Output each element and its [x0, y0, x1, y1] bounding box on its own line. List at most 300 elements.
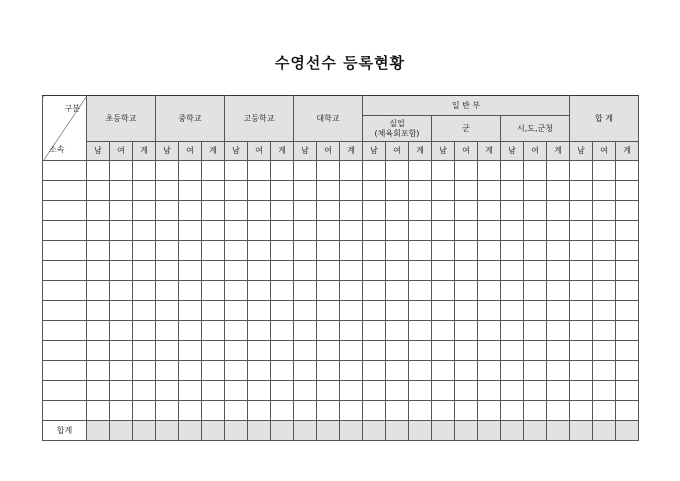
- count-cell[interactable]: [179, 341, 202, 361]
- count-cell[interactable]: [294, 381, 317, 401]
- count-cell[interactable]: [248, 401, 271, 421]
- count-cell[interactable]: [593, 341, 616, 361]
- count-cell[interactable]: [110, 401, 133, 421]
- count-cell[interactable]: [133, 361, 156, 381]
- count-cell[interactable]: [593, 241, 616, 261]
- count-cell[interactable]: [156, 201, 179, 221]
- count-cell[interactable]: [363, 321, 386, 341]
- affiliation-cell[interactable]: [43, 161, 87, 181]
- count-cell[interactable]: [340, 181, 363, 201]
- count-cell[interactable]: [110, 181, 133, 201]
- count-cell[interactable]: [248, 281, 271, 301]
- count-cell[interactable]: [455, 261, 478, 281]
- affiliation-cell[interactable]: [43, 261, 87, 281]
- count-cell[interactable]: [179, 321, 202, 341]
- count-cell[interactable]: [363, 281, 386, 301]
- count-cell[interactable]: [317, 281, 340, 301]
- count-cell[interactable]: [202, 301, 225, 321]
- count-cell[interactable]: [340, 201, 363, 221]
- count-cell[interactable]: [294, 161, 317, 181]
- count-cell[interactable]: [179, 201, 202, 221]
- count-cell[interactable]: [87, 341, 110, 361]
- count-cell[interactable]: [386, 361, 409, 381]
- count-cell[interactable]: [156, 341, 179, 361]
- count-cell[interactable]: [432, 301, 455, 321]
- count-cell[interactable]: [317, 361, 340, 381]
- count-cell[interactable]: [248, 241, 271, 261]
- count-cell[interactable]: [202, 321, 225, 341]
- count-cell[interactable]: [248, 321, 271, 341]
- total-cell[interactable]: [455, 421, 478, 441]
- count-cell[interactable]: [616, 241, 639, 261]
- count-cell[interactable]: [110, 361, 133, 381]
- count-cell[interactable]: [156, 361, 179, 381]
- count-cell[interactable]: [570, 341, 593, 361]
- total-cell[interactable]: [340, 421, 363, 441]
- count-cell[interactable]: [363, 261, 386, 281]
- affiliation-cell[interactable]: [43, 301, 87, 321]
- count-cell[interactable]: [616, 361, 639, 381]
- count-cell[interactable]: [432, 261, 455, 281]
- count-cell[interactable]: [87, 181, 110, 201]
- count-cell[interactable]: [593, 361, 616, 381]
- count-cell[interactable]: [317, 161, 340, 181]
- count-cell[interactable]: [409, 381, 432, 401]
- count-cell[interactable]: [317, 241, 340, 261]
- count-cell[interactable]: [524, 201, 547, 221]
- affiliation-cell[interactable]: [43, 341, 87, 361]
- count-cell[interactable]: [547, 201, 570, 221]
- total-cell[interactable]: [202, 421, 225, 441]
- count-cell[interactable]: [225, 261, 248, 281]
- count-cell[interactable]: [317, 221, 340, 241]
- count-cell[interactable]: [409, 201, 432, 221]
- count-cell[interactable]: [455, 201, 478, 221]
- count-cell[interactable]: [524, 401, 547, 421]
- count-cell[interactable]: [593, 281, 616, 301]
- count-cell[interactable]: [432, 241, 455, 261]
- count-cell[interactable]: [317, 201, 340, 221]
- count-cell[interactable]: [409, 321, 432, 341]
- count-cell[interactable]: [478, 301, 501, 321]
- count-cell[interactable]: [478, 221, 501, 241]
- count-cell[interactable]: [340, 321, 363, 341]
- count-cell[interactable]: [547, 221, 570, 241]
- count-cell[interactable]: [179, 241, 202, 261]
- count-cell[interactable]: [363, 181, 386, 201]
- count-cell[interactable]: [570, 241, 593, 261]
- total-cell[interactable]: [363, 421, 386, 441]
- count-cell[interactable]: [225, 161, 248, 181]
- total-cell[interactable]: [432, 421, 455, 441]
- count-cell[interactable]: [386, 301, 409, 321]
- total-cell[interactable]: [317, 421, 340, 441]
- count-cell[interactable]: [386, 241, 409, 261]
- count-cell[interactable]: [547, 261, 570, 281]
- count-cell[interactable]: [570, 381, 593, 401]
- count-cell[interactable]: [225, 361, 248, 381]
- count-cell[interactable]: [570, 401, 593, 421]
- count-cell[interactable]: [271, 301, 294, 321]
- count-cell[interactable]: [179, 181, 202, 201]
- count-cell[interactable]: [455, 241, 478, 261]
- count-cell[interactable]: [593, 321, 616, 341]
- count-cell[interactable]: [202, 381, 225, 401]
- count-cell[interactable]: [248, 301, 271, 321]
- count-cell[interactable]: [455, 341, 478, 361]
- total-cell[interactable]: [225, 421, 248, 441]
- affiliation-cell[interactable]: [43, 281, 87, 301]
- count-cell[interactable]: [248, 161, 271, 181]
- count-cell[interactable]: [616, 221, 639, 241]
- count-cell[interactable]: [156, 241, 179, 261]
- count-cell[interactable]: [156, 301, 179, 321]
- count-cell[interactable]: [386, 341, 409, 361]
- count-cell[interactable]: [432, 181, 455, 201]
- count-cell[interactable]: [110, 321, 133, 341]
- count-cell[interactable]: [455, 221, 478, 241]
- count-cell[interactable]: [363, 241, 386, 261]
- count-cell[interactable]: [386, 401, 409, 421]
- count-cell[interactable]: [110, 341, 133, 361]
- count-cell[interactable]: [432, 321, 455, 341]
- count-cell[interactable]: [294, 201, 317, 221]
- count-cell[interactable]: [340, 361, 363, 381]
- count-cell[interactable]: [386, 381, 409, 401]
- count-cell[interactable]: [271, 181, 294, 201]
- total-cell[interactable]: [294, 421, 317, 441]
- count-cell[interactable]: [501, 361, 524, 381]
- count-cell[interactable]: [225, 321, 248, 341]
- count-cell[interactable]: [616, 401, 639, 421]
- count-cell[interactable]: [432, 201, 455, 221]
- count-cell[interactable]: [409, 401, 432, 421]
- count-cell[interactable]: [202, 161, 225, 181]
- count-cell[interactable]: [340, 261, 363, 281]
- count-cell[interactable]: [87, 161, 110, 181]
- count-cell[interactable]: [202, 181, 225, 201]
- count-cell[interactable]: [570, 281, 593, 301]
- count-cell[interactable]: [202, 241, 225, 261]
- count-cell[interactable]: [294, 301, 317, 321]
- count-cell[interactable]: [386, 261, 409, 281]
- count-cell[interactable]: [524, 381, 547, 401]
- count-cell[interactable]: [340, 301, 363, 321]
- count-cell[interactable]: [363, 381, 386, 401]
- count-cell[interactable]: [547, 321, 570, 341]
- count-cell[interactable]: [225, 301, 248, 321]
- total-cell[interactable]: [271, 421, 294, 441]
- count-cell[interactable]: [317, 341, 340, 361]
- count-cell[interactable]: [547, 401, 570, 421]
- count-cell[interactable]: [524, 261, 547, 281]
- count-cell[interactable]: [202, 201, 225, 221]
- count-cell[interactable]: [616, 381, 639, 401]
- count-cell[interactable]: [432, 161, 455, 181]
- count-cell[interactable]: [501, 161, 524, 181]
- count-cell[interactable]: [363, 201, 386, 221]
- count-cell[interactable]: [340, 221, 363, 241]
- count-cell[interactable]: [524, 181, 547, 201]
- count-cell[interactable]: [547, 301, 570, 321]
- count-cell[interactable]: [179, 281, 202, 301]
- count-cell[interactable]: [156, 281, 179, 301]
- count-cell[interactable]: [317, 181, 340, 201]
- count-cell[interactable]: [616, 341, 639, 361]
- count-cell[interactable]: [340, 241, 363, 261]
- count-cell[interactable]: [179, 401, 202, 421]
- count-cell[interactable]: [593, 301, 616, 321]
- count-cell[interactable]: [294, 241, 317, 261]
- count-cell[interactable]: [156, 221, 179, 241]
- count-cell[interactable]: [501, 241, 524, 261]
- count-cell[interactable]: [455, 361, 478, 381]
- total-cell[interactable]: [409, 421, 432, 441]
- total-cell[interactable]: [547, 421, 570, 441]
- count-cell[interactable]: [593, 381, 616, 401]
- total-cell[interactable]: [179, 421, 202, 441]
- count-cell[interactable]: [455, 281, 478, 301]
- count-cell[interactable]: [524, 241, 547, 261]
- count-cell[interactable]: [294, 281, 317, 301]
- count-cell[interactable]: [386, 221, 409, 241]
- count-cell[interactable]: [363, 221, 386, 241]
- count-cell[interactable]: [547, 281, 570, 301]
- count-cell[interactable]: [340, 281, 363, 301]
- count-cell[interactable]: [501, 221, 524, 241]
- count-cell[interactable]: [110, 241, 133, 261]
- affiliation-cell[interactable]: [43, 221, 87, 241]
- count-cell[interactable]: [432, 341, 455, 361]
- total-cell[interactable]: [156, 421, 179, 441]
- count-cell[interactable]: [501, 401, 524, 421]
- count-cell[interactable]: [570, 301, 593, 321]
- count-cell[interactable]: [294, 221, 317, 241]
- count-cell[interactable]: [363, 301, 386, 321]
- count-cell[interactable]: [110, 281, 133, 301]
- count-cell[interactable]: [547, 161, 570, 181]
- total-cell[interactable]: [248, 421, 271, 441]
- count-cell[interactable]: [294, 321, 317, 341]
- count-cell[interactable]: [317, 301, 340, 321]
- count-cell[interactable]: [524, 341, 547, 361]
- count-cell[interactable]: [524, 281, 547, 301]
- count-cell[interactable]: [202, 401, 225, 421]
- count-cell[interactable]: [570, 321, 593, 341]
- count-cell[interactable]: [593, 181, 616, 201]
- count-cell[interactable]: [133, 201, 156, 221]
- count-cell[interactable]: [409, 301, 432, 321]
- count-cell[interactable]: [501, 321, 524, 341]
- count-cell[interactable]: [248, 221, 271, 241]
- count-cell[interactable]: [616, 281, 639, 301]
- count-cell[interactable]: [363, 161, 386, 181]
- count-cell[interactable]: [340, 161, 363, 181]
- count-cell[interactable]: [110, 301, 133, 321]
- count-cell[interactable]: [317, 401, 340, 421]
- count-cell[interactable]: [225, 181, 248, 201]
- count-cell[interactable]: [547, 361, 570, 381]
- count-cell[interactable]: [248, 381, 271, 401]
- count-cell[interactable]: [432, 361, 455, 381]
- count-cell[interactable]: [87, 401, 110, 421]
- count-cell[interactable]: [501, 381, 524, 401]
- count-cell[interactable]: [110, 381, 133, 401]
- count-cell[interactable]: [501, 201, 524, 221]
- count-cell[interactable]: [110, 161, 133, 181]
- count-cell[interactable]: [409, 341, 432, 361]
- count-cell[interactable]: [478, 161, 501, 181]
- count-cell[interactable]: [87, 201, 110, 221]
- count-cell[interactable]: [363, 361, 386, 381]
- count-cell[interactable]: [455, 321, 478, 341]
- count-cell[interactable]: [409, 261, 432, 281]
- count-cell[interactable]: [87, 381, 110, 401]
- count-cell[interactable]: [225, 401, 248, 421]
- count-cell[interactable]: [248, 201, 271, 221]
- count-cell[interactable]: [133, 161, 156, 181]
- count-cell[interactable]: [501, 261, 524, 281]
- count-cell[interactable]: [225, 381, 248, 401]
- affiliation-cell[interactable]: [43, 361, 87, 381]
- count-cell[interactable]: [271, 381, 294, 401]
- count-cell[interactable]: [432, 281, 455, 301]
- count-cell[interactable]: [524, 301, 547, 321]
- count-cell[interactable]: [248, 181, 271, 201]
- count-cell[interactable]: [593, 201, 616, 221]
- total-cell[interactable]: [478, 421, 501, 441]
- count-cell[interactable]: [317, 321, 340, 341]
- count-cell[interactable]: [225, 281, 248, 301]
- count-cell[interactable]: [248, 361, 271, 381]
- count-cell[interactable]: [478, 361, 501, 381]
- count-cell[interactable]: [202, 361, 225, 381]
- count-cell[interactable]: [317, 261, 340, 281]
- total-cell[interactable]: [570, 421, 593, 441]
- count-cell[interactable]: [156, 321, 179, 341]
- total-cell[interactable]: [386, 421, 409, 441]
- total-cell[interactable]: [593, 421, 616, 441]
- count-cell[interactable]: [455, 301, 478, 321]
- count-cell[interactable]: [501, 301, 524, 321]
- total-cell[interactable]: [110, 421, 133, 441]
- count-cell[interactable]: [179, 361, 202, 381]
- count-cell[interactable]: [478, 281, 501, 301]
- count-cell[interactable]: [593, 161, 616, 181]
- affiliation-cell[interactable]: [43, 321, 87, 341]
- count-cell[interactable]: [156, 161, 179, 181]
- count-cell[interactable]: [110, 221, 133, 241]
- count-cell[interactable]: [271, 201, 294, 221]
- count-cell[interactable]: [478, 341, 501, 361]
- count-cell[interactable]: [386, 161, 409, 181]
- count-cell[interactable]: [133, 261, 156, 281]
- total-cell[interactable]: [87, 421, 110, 441]
- count-cell[interactable]: [616, 261, 639, 281]
- count-cell[interactable]: [524, 361, 547, 381]
- count-cell[interactable]: [110, 201, 133, 221]
- count-cell[interactable]: [156, 401, 179, 421]
- count-cell[interactable]: [547, 381, 570, 401]
- count-cell[interactable]: [179, 301, 202, 321]
- count-cell[interactable]: [363, 341, 386, 361]
- count-cell[interactable]: [87, 321, 110, 341]
- count-cell[interactable]: [271, 261, 294, 281]
- count-cell[interactable]: [156, 261, 179, 281]
- count-cell[interactable]: [547, 181, 570, 201]
- count-cell[interactable]: [87, 301, 110, 321]
- count-cell[interactable]: [455, 401, 478, 421]
- count-cell[interactable]: [524, 321, 547, 341]
- count-cell[interactable]: [455, 181, 478, 201]
- affiliation-cell[interactable]: [43, 381, 87, 401]
- count-cell[interactable]: [524, 161, 547, 181]
- count-cell[interactable]: [294, 341, 317, 361]
- count-cell[interactable]: [455, 161, 478, 181]
- count-cell[interactable]: [616, 201, 639, 221]
- count-cell[interactable]: [133, 221, 156, 241]
- count-cell[interactable]: [363, 401, 386, 421]
- count-cell[interactable]: [501, 181, 524, 201]
- affiliation-cell[interactable]: [43, 241, 87, 261]
- count-cell[interactable]: [547, 341, 570, 361]
- count-cell[interactable]: [340, 341, 363, 361]
- count-cell[interactable]: [179, 261, 202, 281]
- affiliation-cell[interactable]: [43, 401, 87, 421]
- total-cell[interactable]: [501, 421, 524, 441]
- count-cell[interactable]: [593, 221, 616, 241]
- count-cell[interactable]: [409, 281, 432, 301]
- count-cell[interactable]: [202, 341, 225, 361]
- total-cell[interactable]: [133, 421, 156, 441]
- count-cell[interactable]: [432, 401, 455, 421]
- count-cell[interactable]: [570, 161, 593, 181]
- count-cell[interactable]: [386, 281, 409, 301]
- count-cell[interactable]: [616, 181, 639, 201]
- affiliation-cell[interactable]: [43, 181, 87, 201]
- count-cell[interactable]: [478, 241, 501, 261]
- total-cell[interactable]: [616, 421, 639, 441]
- affiliation-cell[interactable]: [43, 201, 87, 221]
- count-cell[interactable]: [87, 221, 110, 241]
- count-cell[interactable]: [409, 221, 432, 241]
- count-cell[interactable]: [432, 381, 455, 401]
- count-cell[interactable]: [271, 221, 294, 241]
- count-cell[interactable]: [133, 281, 156, 301]
- count-cell[interactable]: [294, 361, 317, 381]
- count-cell[interactable]: [133, 341, 156, 361]
- count-cell[interactable]: [386, 201, 409, 221]
- count-cell[interactable]: [271, 401, 294, 421]
- count-cell[interactable]: [225, 341, 248, 361]
- count-cell[interactable]: [616, 301, 639, 321]
- count-cell[interactable]: [202, 221, 225, 241]
- count-cell[interactable]: [340, 401, 363, 421]
- count-cell[interactable]: [386, 321, 409, 341]
- count-cell[interactable]: [133, 241, 156, 261]
- count-cell[interactable]: [317, 381, 340, 401]
- count-cell[interactable]: [547, 241, 570, 261]
- count-cell[interactable]: [570, 221, 593, 241]
- count-cell[interactable]: [478, 201, 501, 221]
- count-cell[interactable]: [87, 261, 110, 281]
- count-cell[interactable]: [570, 201, 593, 221]
- count-cell[interactable]: [248, 261, 271, 281]
- count-cell[interactable]: [294, 401, 317, 421]
- count-cell[interactable]: [133, 321, 156, 341]
- count-cell[interactable]: [478, 381, 501, 401]
- count-cell[interactable]: [340, 381, 363, 401]
